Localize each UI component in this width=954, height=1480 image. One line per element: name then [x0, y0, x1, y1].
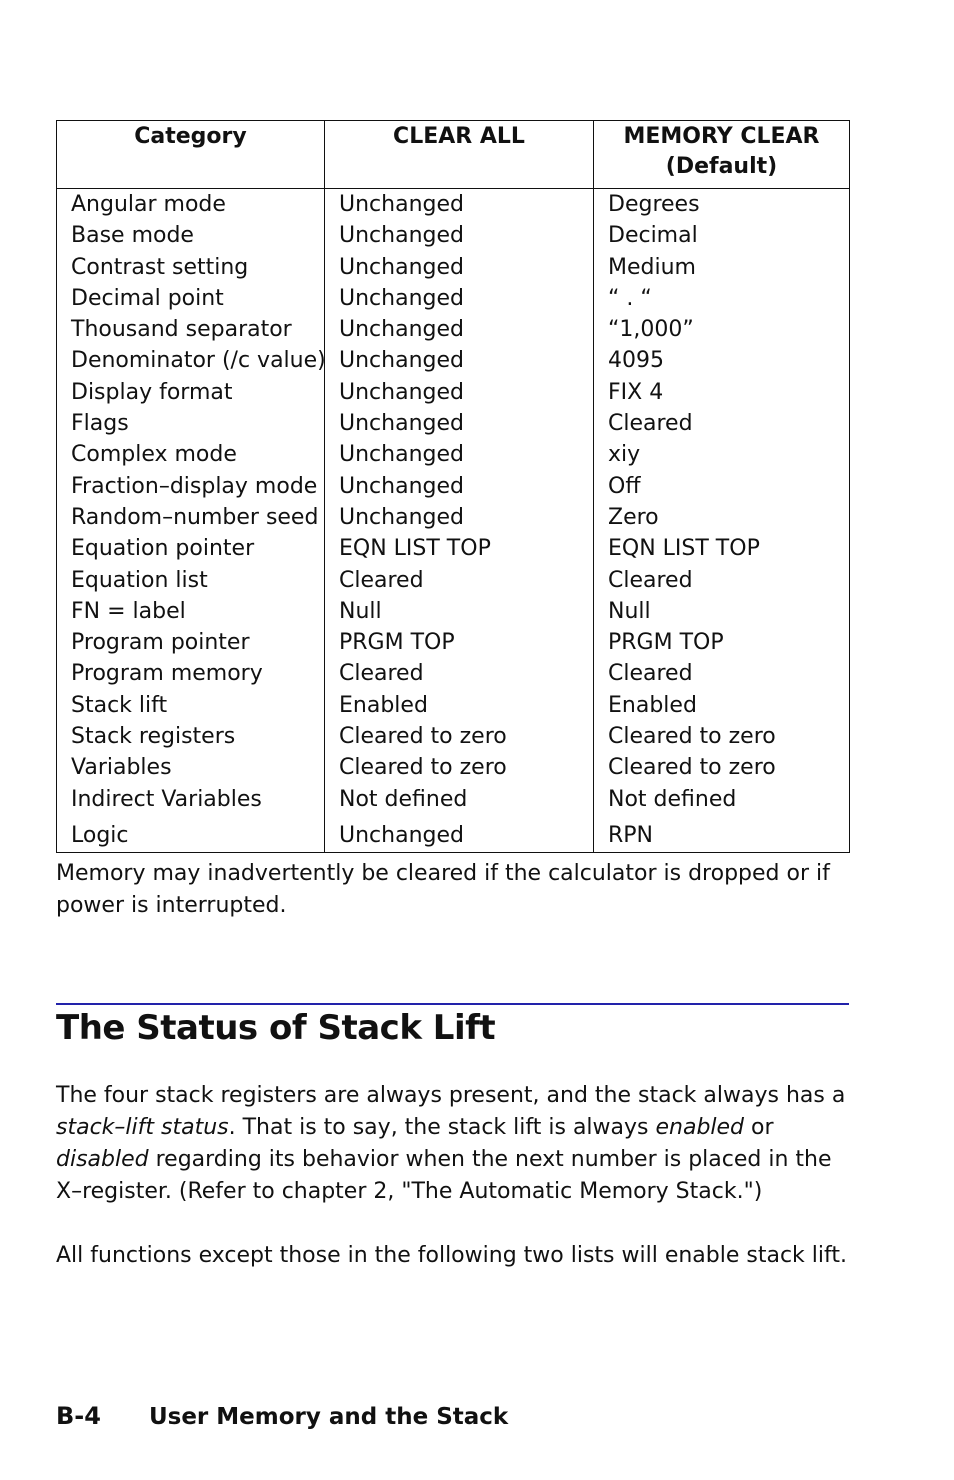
clear-all-cell: Unchanged: [325, 252, 594, 283]
category-cell: Fraction–display mode: [57, 471, 325, 502]
table-body: [57, 189, 850, 853]
section-rule: [56, 1003, 849, 1005]
page-footer: [56, 1402, 508, 1430]
category-cell: Equation pointer: [57, 533, 325, 564]
table-row: [57, 408, 850, 439]
table-row: [57, 471, 850, 502]
stack-lift-paragraph: [56, 1080, 848, 1208]
clear-all-cell: Unchanged: [325, 502, 594, 533]
table-row: [57, 721, 850, 752]
clear-all-cell: Cleared to zero: [325, 752, 594, 783]
para-emphasis-disabled: disabled: [56, 1147, 149, 1172]
category-cell: Base mode: [57, 220, 325, 251]
category-cell: Logic: [57, 815, 325, 853]
memory-clear-cell: EQN LIST TOP: [594, 533, 850, 564]
memory-clear-cell: Not defined: [594, 784, 850, 815]
clear-all-cell: Unchanged: [325, 439, 594, 470]
clear-all-cell: Unchanged: [325, 314, 594, 345]
memory-clear-cell: Cleared: [594, 658, 850, 689]
category-cell: Denominator (/c value): [57, 345, 325, 376]
memory-clear-cell: 4095: [594, 345, 850, 376]
section-heading: The Status of Stack Lift: [56, 1008, 496, 1048]
para-text-1: The four stack registers are always present, and the stack always has a: [56, 1083, 846, 1108]
category-cell: Variables: [57, 752, 325, 783]
header-default-label: (Default): [665, 154, 778, 179]
category-cell: FN = label: [57, 596, 325, 627]
category-cell: Angular mode: [57, 189, 325, 221]
table-row: [57, 220, 850, 251]
category-cell: Random–number seed: [57, 502, 325, 533]
memory-clear-cell: xiy: [594, 439, 850, 470]
memory-clear-cell: Cleared: [594, 408, 850, 439]
clear-all-cell: Unchanged: [325, 408, 594, 439]
category-cell: Equation list: [57, 565, 325, 596]
memory-clear-cell: PRGM TOP: [594, 627, 850, 658]
memory-clear-table: [56, 120, 850, 853]
para-text-2: . That is to say, the stack lift is always: [228, 1115, 656, 1140]
clear-all-cell: Unchanged: [325, 220, 594, 251]
table-row: [57, 690, 850, 721]
table-header-row: [57, 121, 850, 189]
header-clear-all: CLEAR ALL: [325, 121, 594, 189]
memory-clear-cell: Decimal: [594, 220, 850, 251]
para-emphasis-enabled: enabled: [655, 1115, 745, 1140]
table-row: [57, 815, 850, 853]
memory-clear-cell: “ . “: [594, 283, 850, 314]
memory-clear-cell: Medium: [594, 252, 850, 283]
table-row: [57, 596, 850, 627]
clear-all-cell: Cleared: [325, 658, 594, 689]
category-cell: Contrast setting: [57, 252, 325, 283]
category-cell: Decimal point: [57, 283, 325, 314]
memory-clear-cell: Cleared to zero: [594, 752, 850, 783]
header-memory-clear: [594, 121, 850, 189]
table-row: [57, 345, 850, 376]
category-cell: Thousand separator: [57, 314, 325, 345]
para-emphasis-stack-lift-status: stack–lift status: [56, 1115, 229, 1140]
clear-all-cell: Cleared to zero: [325, 721, 594, 752]
memory-clear-cell: Cleared to zero: [594, 721, 850, 752]
category-cell: Program memory: [57, 658, 325, 689]
table-row: [57, 565, 850, 596]
clear-all-cell: Null: [325, 596, 594, 627]
clear-all-cell: Unchanged: [325, 815, 594, 853]
para-text-4: regarding its behavior when the next number is placed in the X–register. (Refer to chapter 2, "The Automatic Memory Stack."): [56, 1147, 832, 1204]
category-cell: Stack registers: [57, 721, 325, 752]
clear-all-cell: Not defined: [325, 784, 594, 815]
memory-clear-cell: Null: [594, 596, 850, 627]
clear-all-cell: Unchanged: [325, 189, 594, 221]
category-cell: Display format: [57, 377, 325, 408]
memory-clear-cell: Enabled: [594, 690, 850, 721]
memory-clear-cell: Zero: [594, 502, 850, 533]
category-cell: Complex mode: [57, 439, 325, 470]
memory-clear-cell: FIX 4: [594, 377, 850, 408]
category-cell: Program pointer: [57, 627, 325, 658]
header-memory-clear-label: MEMORY CLEAR: [623, 124, 820, 149]
table-row: [57, 252, 850, 283]
memory-clear-cell: Cleared: [594, 565, 850, 596]
table-row: [57, 533, 850, 564]
memory-clear-cell: RPN: [594, 815, 850, 853]
table-row: [57, 502, 850, 533]
clear-all-cell: Cleared: [325, 565, 594, 596]
clear-all-cell: PRGM TOP: [325, 627, 594, 658]
category-cell: Stack lift: [57, 690, 325, 721]
table-row: [57, 439, 850, 470]
clear-all-cell: Enabled: [325, 690, 594, 721]
enable-stack-lift-paragraph: All functions except those in the following two lists will enable stack lift.: [56, 1243, 847, 1268]
table-row: [57, 377, 850, 408]
table-row: [57, 189, 850, 221]
category-cell: Flags: [57, 408, 325, 439]
para-text-3: or: [744, 1115, 774, 1140]
memory-clear-cell: Off: [594, 471, 850, 502]
table-row: [57, 283, 850, 314]
table-row: [57, 784, 850, 815]
clear-all-cell: Unchanged: [325, 345, 594, 376]
clear-all-cell: Unchanged: [325, 471, 594, 502]
clear-all-cell: Unchanged: [325, 283, 594, 314]
category-cell: Indirect Variables: [57, 784, 325, 815]
memory-clear-cell: “1,000”: [594, 314, 850, 345]
table-row: [57, 314, 850, 345]
memory-note: Memory may inadvertently be cleared if the calculator is dropped or if power is interrupted.: [56, 861, 830, 918]
page-number: B-4: [56, 1402, 101, 1430]
table-row: [57, 658, 850, 689]
clear-all-cell: Unchanged: [325, 377, 594, 408]
table-row: [57, 627, 850, 658]
clear-all-cell: EQN LIST TOP: [325, 533, 594, 564]
table-row: [57, 752, 850, 783]
memory-clear-cell: Degrees: [594, 189, 850, 221]
chapter-title: User Memory and the Stack: [148, 1404, 509, 1430]
header-category: Category: [57, 121, 325, 189]
